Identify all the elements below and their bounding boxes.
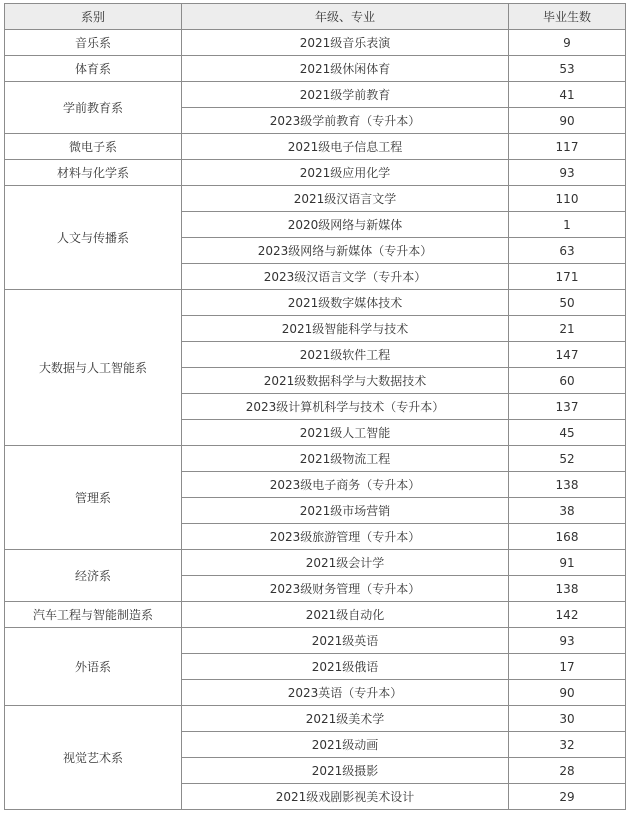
count-cell: 63 — [509, 238, 626, 264]
count-cell: 110 — [509, 186, 626, 212]
major-cell: 2021级戏剧影视美术设计 — [182, 784, 509, 810]
department-cell: 管理系 — [5, 446, 182, 550]
major-cell: 2023级旅游管理（专升本） — [182, 524, 509, 550]
department-cell: 经济系 — [5, 550, 182, 602]
department-cell: 材料与化学系 — [5, 160, 182, 186]
major-cell: 2021级人工智能 — [182, 420, 509, 446]
major-cell: 2021级自动化 — [182, 602, 509, 628]
count-cell: 1 — [509, 212, 626, 238]
count-cell: 138 — [509, 576, 626, 602]
table-body — [5, 30, 626, 810]
count-cell: 32 — [509, 732, 626, 758]
department-cell: 视觉艺术系 — [5, 706, 182, 810]
count-cell: 41 — [509, 82, 626, 108]
count-cell: 45 — [509, 420, 626, 446]
major-cell: 2021级动画 — [182, 732, 509, 758]
count-cell: 28 — [509, 758, 626, 784]
table-row — [5, 602, 626, 628]
major-cell: 2021级电子信息工程 — [182, 134, 509, 160]
major-cell: 2023级学前教育（专升本） — [182, 108, 509, 134]
department-cell: 大数据与人工智能系 — [5, 290, 182, 446]
department-cell: 汽车工程与智能制造系 — [5, 602, 182, 628]
major-cell: 2021级俄语 — [182, 654, 509, 680]
table-row — [5, 160, 626, 186]
table-row — [5, 134, 626, 160]
count-cell: 147 — [509, 342, 626, 368]
table-row — [5, 628, 626, 654]
table-row — [5, 550, 626, 576]
major-cell: 2023级电子商务（专升本） — [182, 472, 509, 498]
major-cell: 2021级智能科学与技术 — [182, 316, 509, 342]
major-cell: 2020级网络与新媒体 — [182, 212, 509, 238]
major-cell: 2023级汉语言文学（专升本） — [182, 264, 509, 290]
count-cell: 117 — [509, 134, 626, 160]
major-cell: 2021级市场营销 — [182, 498, 509, 524]
header-grade-major: 年级、专业 — [182, 4, 509, 30]
major-cell: 2023英语（专升本） — [182, 680, 509, 706]
count-cell: 21 — [509, 316, 626, 342]
count-cell: 171 — [509, 264, 626, 290]
count-cell: 91 — [509, 550, 626, 576]
count-cell: 138 — [509, 472, 626, 498]
count-cell: 17 — [509, 654, 626, 680]
major-cell: 2021级软件工程 — [182, 342, 509, 368]
count-cell: 38 — [509, 498, 626, 524]
table-row — [5, 290, 626, 316]
count-cell: 52 — [509, 446, 626, 472]
header-graduate-count: 毕业生数 — [509, 4, 626, 30]
major-cell: 2021级应用化学 — [182, 160, 509, 186]
count-cell: 93 — [509, 628, 626, 654]
count-cell: 168 — [509, 524, 626, 550]
table-row — [5, 30, 626, 56]
major-cell: 2023级计算机科学与技术（专升本） — [182, 394, 509, 420]
count-cell: 90 — [509, 108, 626, 134]
major-cell: 2021级音乐表演 — [182, 30, 509, 56]
header-department: 系别 — [5, 4, 182, 30]
count-cell: 53 — [509, 56, 626, 82]
major-cell: 2021级摄影 — [182, 758, 509, 784]
major-cell: 2021级会计学 — [182, 550, 509, 576]
department-cell: 音乐系 — [5, 30, 182, 56]
count-cell: 142 — [509, 602, 626, 628]
header-row — [5, 4, 626, 30]
major-cell: 2021级休闲体育 — [182, 56, 509, 82]
major-cell: 2021级汉语言文学 — [182, 186, 509, 212]
table-row — [5, 186, 626, 212]
table-header — [5, 4, 626, 30]
count-cell: 90 — [509, 680, 626, 706]
department-cell: 人文与传播系 — [5, 186, 182, 290]
table-row — [5, 706, 626, 732]
table-row — [5, 56, 626, 82]
department-cell: 学前教育系 — [5, 82, 182, 134]
major-cell: 2023级网络与新媒体（专升本） — [182, 238, 509, 264]
department-cell: 微电子系 — [5, 134, 182, 160]
department-cell: 体育系 — [5, 56, 182, 82]
table-row — [5, 82, 626, 108]
table-row — [5, 446, 626, 472]
major-cell: 2021级美术学 — [182, 706, 509, 732]
count-cell: 137 — [509, 394, 626, 420]
major-cell: 2021级学前教育 — [182, 82, 509, 108]
major-cell: 2021级数字媒体技术 — [182, 290, 509, 316]
count-cell: 29 — [509, 784, 626, 810]
count-cell: 50 — [509, 290, 626, 316]
major-cell: 2021级数据科学与大数据技术 — [182, 368, 509, 394]
count-cell: 30 — [509, 706, 626, 732]
count-cell: 93 — [509, 160, 626, 186]
major-cell: 2021级英语 — [182, 628, 509, 654]
count-cell: 9 — [509, 30, 626, 56]
department-cell: 外语系 — [5, 628, 182, 706]
major-cell: 2023级财务管理（专升本） — [182, 576, 509, 602]
major-cell: 2021级物流工程 — [182, 446, 509, 472]
count-cell: 60 — [509, 368, 626, 394]
graduates-table — [4, 3, 626, 810]
